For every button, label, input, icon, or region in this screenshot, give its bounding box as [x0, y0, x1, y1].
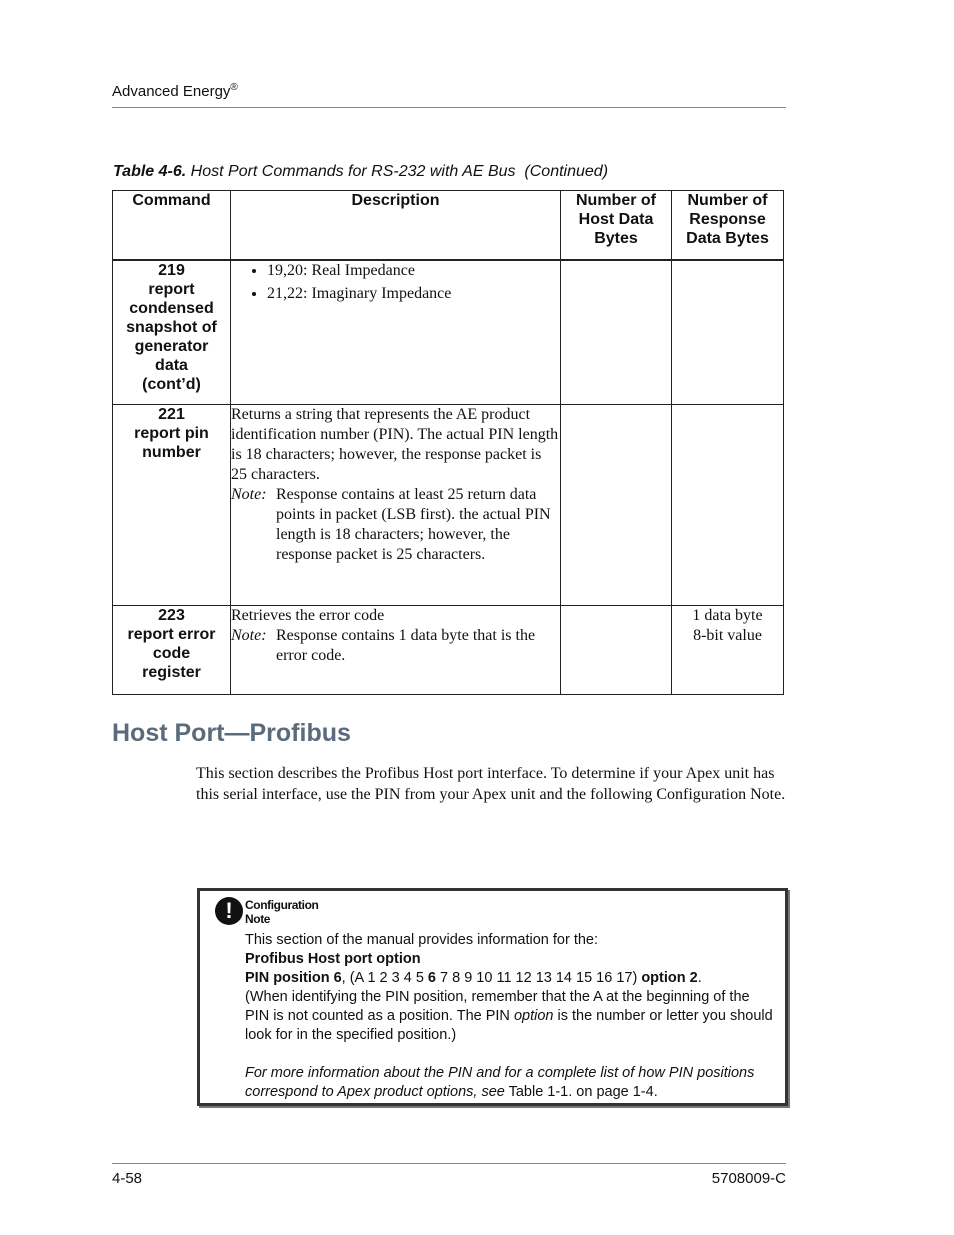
host-port-commands-table [112, 190, 784, 695]
configuration-note-label: Configuration Note [245, 898, 319, 926]
description-text: Retrieves the error code [231, 606, 385, 624]
config-explanation: (When identifying the PIN position, remember that the A at the beginning of the PIN is not counted as a position. The PIN option is the number or letter you should look for in the specified position.) [245, 989, 773, 1043]
description-note: Note: Response contains at least 25 return data points in packet (LSB first). the actual PIN length is 18 characters; however, the response packet is 25 characters. [231, 485, 551, 563]
table-caption-text: Host Port Commands for RS-232 with AE Bus [190, 163, 516, 180]
host-bytes-cell [561, 605, 672, 694]
document-number: 5708009-C [711, 1170, 786, 1187]
description-note: Note: Response contains 1 data byte that is the error code. [231, 626, 536, 664]
note-label: Note: [231, 626, 267, 644]
table-caption-continued: (Continued) [524, 163, 609, 180]
description-cell [231, 404, 561, 605]
table-row [113, 260, 784, 404]
column-header-command: Command [113, 191, 231, 261]
configuration-note-box [197, 888, 788, 1106]
section-paragraph: This section describes the Profibus Host port interface. To determine if your Apex unit has this serial interface, use the PIN from your Apex unit and the following Configuration Note. [196, 765, 786, 803]
running-header: Advanced Energy® [112, 82, 238, 100]
description-cell [231, 605, 561, 694]
table-row [113, 605, 784, 694]
impedance-list [231, 261, 560, 304]
config-intro: This section of the manual provides information for the: [245, 932, 599, 948]
host-bytes-cell [561, 404, 672, 605]
configuration-note-body [245, 931, 773, 1102]
list-item: • 19,20: Real Impedance [267, 261, 560, 281]
response-bytes-cell [672, 260, 784, 404]
response-bytes-cell [672, 404, 784, 605]
response-bytes-cell: 1 data byte 8-bit value [672, 605, 784, 694]
description-cell [231, 260, 561, 404]
host-bytes-cell [561, 260, 672, 404]
exclamation-icon: ! [215, 897, 243, 925]
table-caption [113, 163, 608, 181]
description-text: Returns a string that represents the AE product identification number (PIN). The actual PIN length is 18 characters; however, the response packet is 25 characters. [231, 405, 559, 483]
note-label: Note: [231, 485, 267, 503]
command-cell: 221 report pin number [113, 404, 231, 605]
table-row [113, 404, 784, 605]
registered-mark: ® [230, 82, 238, 93]
table-header-row [113, 191, 784, 261]
table-reference-link[interactable]: Table 1-1. on page 1-4. [504, 1084, 658, 1100]
command-cell: 223 report error code register [113, 605, 231, 694]
config-more-info: For more information about the PIN and for a complete list of how PIN positions correspond to Apex product options, see Table 1-1. on page 1-4. [245, 1065, 755, 1100]
footer-rule [112, 1163, 786, 1164]
list-item: • 21,22: Imaginary Impedance [267, 284, 560, 304]
column-header-description: Description [231, 191, 561, 261]
column-header-host-data-bytes: Number of Host Data Bytes [561, 191, 672, 261]
table-caption-label: Table 4-6. [113, 163, 187, 180]
config-option-title: Profibus Host port option [245, 951, 421, 967]
command-cell: 219 report condensed snapshot of generator data (cont’d) [113, 260, 231, 404]
section-title: Host Port—Profibus [112, 719, 351, 747]
header-rule [112, 107, 786, 108]
config-pin-position: PIN position 6, (A 1 2 3 4 5 6 7 8 9 10 11 12 13 14 15 16 17) option 2. [245, 970, 702, 986]
page-number: 4-58 [112, 1170, 143, 1187]
column-header-response-data-bytes: Number of Response Data Bytes [672, 191, 784, 261]
